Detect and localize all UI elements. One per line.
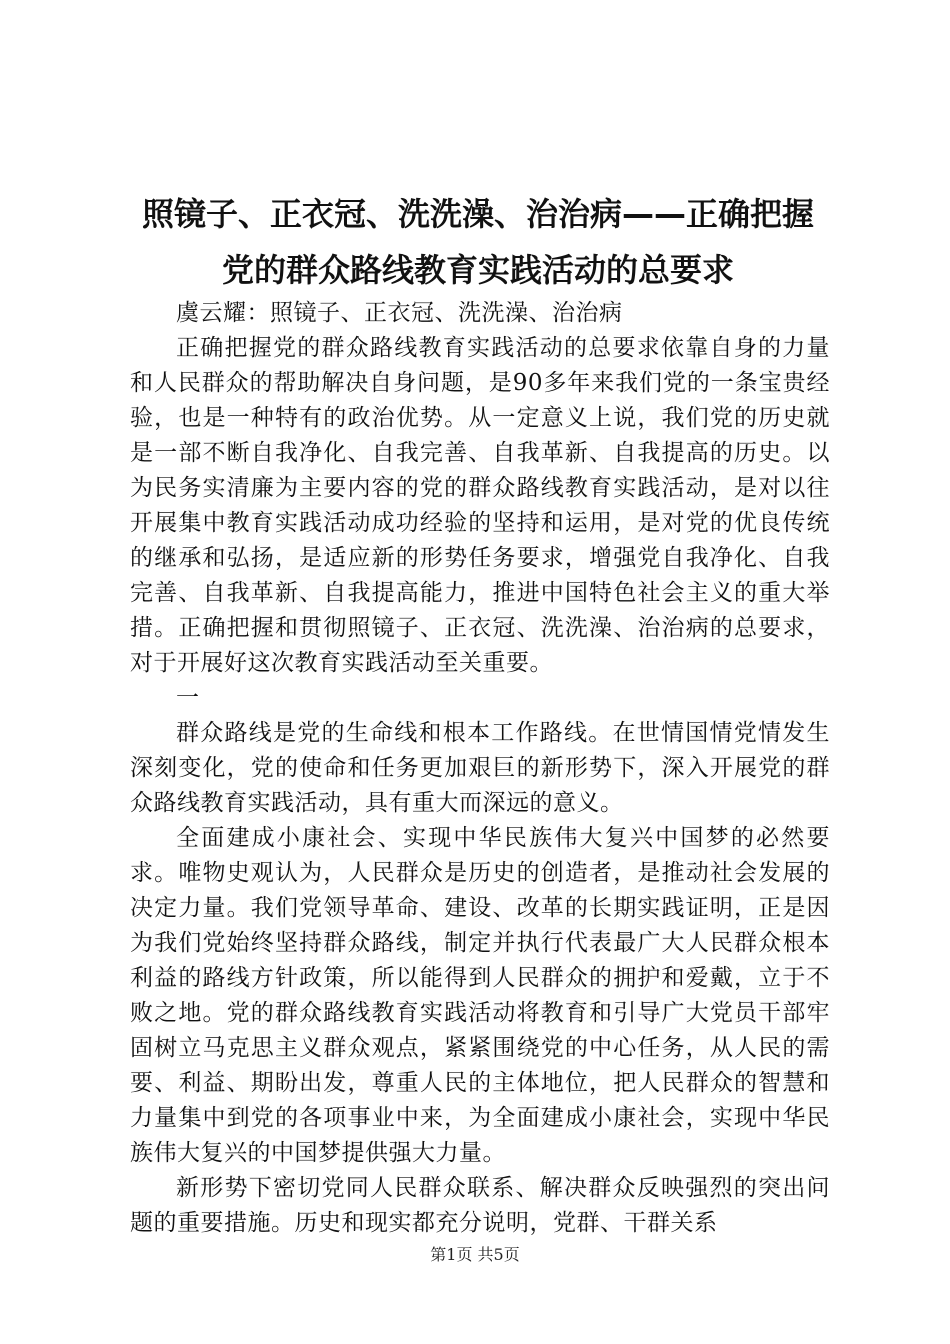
document-body: [130, 296, 830, 1241]
paragraph-mass-line: 群众路线是党的生命线和根本工作路线。在世情国情党情发生深刻变化，党的使命和任务更加艰巨的新形势下，深入开展党的群众路线教育实践活动，具有重大而深远的意义。: [130, 720, 830, 816]
page-footer: 第1页 共5页: [430, 1245, 520, 1264]
section-number: 一: [176, 685, 200, 711]
paragraph-new-situation: 新形势下密切党同人民群众联系、解决群众反映强烈的突出问题的重要措施。历史和现实都充分说明，党群、干群关系: [130, 1175, 830, 1236]
paragraph-intro: 正确把握党的群众路线教育实践活动的总要求依靠自身的力量和人民群众的帮助解决自身问题，是90多年来我们党的一条宝贵经验，也是一种特有的政治优势。从一定意义上说，我们党的历史就是一部不断自我净化、自我完善、自我革新、自我提高的历史。以为民务实清廉为主要内容的党的群众路线教育实践活动，是对以往开展集中教育实践活动成功经验的坚持和运用，是对党的优良传统的继承和弘扬，是适应新的形势任务要求，增强党自我净化、自我完善、自我革新、自我提高能力，推进中国特色社会主义的重大举措。正确把握和贯彻照镜子、正衣冠、洗洗澡、治治病的总要求，对于开展好这次教育实践活动至关重要。: [130, 335, 830, 676]
paragraph-xiaokang: 全面建成小康社会、实现中华民族伟大复兴中国梦的必然要求。唯物史观认为，人民群众是历史的创造者，是推动社会发展的决定力量。我们党领导革命、建设、改革的长期实践证明，正是因为我们党始终坚持群众路线，制定并执行代表最广大人民群众根本利益的路线方针政策，所以能得到人民群众的拥护和爱戴，立于不败之地。党的群众路线教育实践活动将教育和引导广大党员干部牢固树立马克思主义群众观点，紧紧围绕党的中心任务，从人民的需要、利益、期盼出发，尊重人民的主体地位，把人民群众的智慧和力量集中到党的各项事业中来，为全面建成小康社会，实现中华民族伟大复兴的中国梦提供强大力量。: [130, 825, 830, 1166]
document-title: 照镜子、正衣冠、洗洗澡、治治病——正确把握党的群众路线教育实践活动的总要求: [141, 195, 814, 289]
author-line: 虞云耀：照镜子、正衣冠、洗洗澡、治治病: [176, 300, 623, 326]
